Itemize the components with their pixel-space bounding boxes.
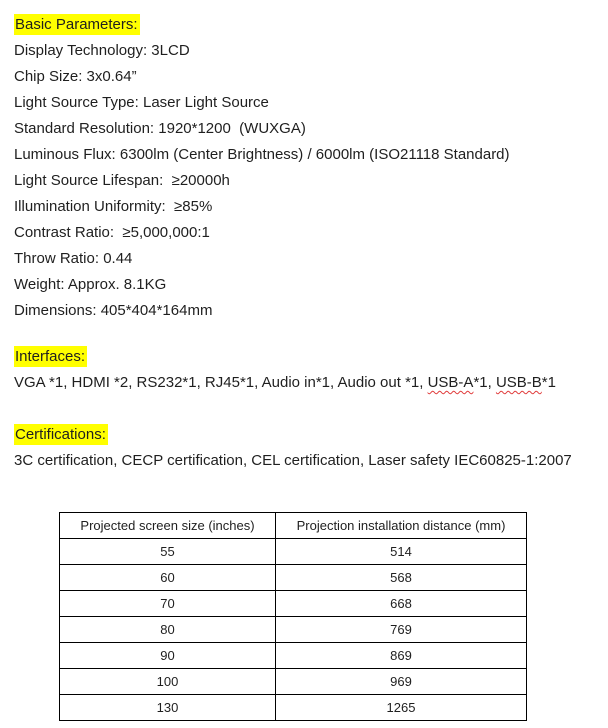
interfaces-heading: Interfaces:	[15, 348, 86, 365]
interfaces-line	[14, 370, 594, 396]
table-cell-size: 70	[60, 591, 276, 617]
table-header-screen-size: Projected screen size (inches)	[60, 513, 276, 539]
table-row	[60, 669, 527, 695]
table-cell-size: 60	[60, 565, 276, 591]
usb-a-misspelled-word: USB-A	[427, 374, 474, 391]
table-header-row	[60, 513, 527, 539]
spec-line-display-technology: Display Technology: 3LCD	[14, 42, 190, 59]
table-cell-distance: 969	[276, 669, 527, 695]
certifications-heading: Certifications:	[15, 426, 106, 443]
section-certifications-heading-line	[14, 422, 594, 448]
spec-line-standard-resolution: Standard Resolution: 1920*1200 (WUXGA)	[14, 120, 306, 137]
spec-line-luminous-flux: Luminous Flux: 6300lm (Center Brightness) / 6000lm (ISO21118 Standard)	[14, 146, 510, 163]
table-cell-size: 90	[60, 643, 276, 669]
table-cell-distance: 769	[276, 617, 527, 643]
section-interfaces-heading-line	[14, 344, 594, 370]
spec-line-throw-ratio: Throw Ratio: 0.44	[14, 250, 133, 267]
table-row	[60, 565, 527, 591]
section-gap	[14, 396, 594, 422]
table-cell-size: 55	[60, 539, 276, 565]
basic-parameters-heading: Basic Parameters:	[15, 16, 138, 33]
table-cell-distance: 869	[276, 643, 527, 669]
certifications-line: 3C certification, CECP certification, CEL certification, Laser safety IEC60825-1:2007	[14, 452, 572, 469]
table-header-install-distance: Projection installation distance (mm)	[276, 513, 527, 539]
spec-line-weight: Weight: Approx. 8.1KG	[14, 276, 167, 293]
spec-line-chip-size: Chip Size: 3x0.64”	[14, 68, 137, 85]
usb-a-suffix: *1,	[473, 374, 496, 391]
table-cell-size: 80	[60, 617, 276, 643]
section-gap	[14, 474, 594, 512]
table-cell-distance: 668	[276, 591, 527, 617]
interfaces-line-prefix: VGA *1, HDMI *2, RS232*1, RJ45*1, Audio in*1, Audio out *1,	[14, 374, 428, 391]
usb-b-misspelled-word: USB-B	[495, 374, 542, 391]
projection-distance-table	[59, 512, 527, 721]
section-gap	[14, 324, 594, 344]
table-row	[60, 617, 527, 643]
table-row	[60, 591, 527, 617]
spec-line-illumination-uniformity: Illumination Uniformity: ≥85%	[14, 198, 213, 215]
spec-line-light-source-type: Light Source Type: Laser Light Source	[14, 94, 269, 111]
table-row	[60, 695, 527, 721]
table-cell-distance: 514	[276, 539, 527, 565]
table-cell-distance: 1265	[276, 695, 527, 721]
table-cell-distance: 568	[276, 565, 527, 591]
table-cell-size: 100	[60, 669, 276, 695]
table-cell-size: 130	[60, 695, 276, 721]
table-row	[60, 643, 527, 669]
section-basic-parameters-heading-line	[14, 12, 594, 38]
spec-line-dimensions: Dimensions: 405*404*164mm	[14, 302, 213, 319]
spec-line-contrast-ratio: Contrast Ratio: ≥5,000,000:1	[14, 224, 210, 241]
spec-line-light-source-lifespan: Light Source Lifespan: ≥20000h	[14, 172, 230, 189]
usb-b-suffix: *1	[541, 374, 556, 391]
table-row	[60, 539, 527, 565]
